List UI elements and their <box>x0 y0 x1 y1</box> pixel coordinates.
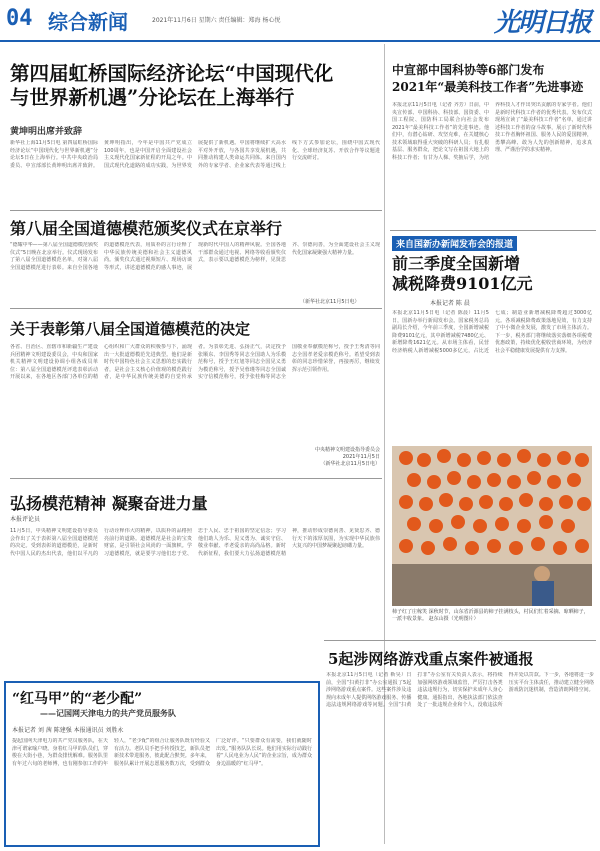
decision-issuer: 中央精神文明建设指导委员会 <box>314 447 380 453</box>
decision-headline: 关于表彰第八届全国道德模范的决定 <box>10 320 251 338</box>
section-title: 综合新闻 <box>48 10 128 34</box>
tax-headline-line1: 前三季度全国新增 <box>392 254 521 273</box>
photo-caption <box>392 609 592 623</box>
newspaper-logo: 光明日报 <box>493 8 590 38</box>
tax-headline-line2: 减税降费9101亿元 <box>392 274 533 293</box>
games-body: 本报北京11月5日电（记者 靳昊）日前，全国“扫黄打非”办公室通报了5起涉网络游戏重点案件。这些案件涉及违规向未成年人提供网络游戏服务、传播违法违规网络游戏等问题。全国“扫黄打非”办公室有关负责人表示，将持续加强网络游戏领域监管，严厉打击各类违法违规行为，切实保护未成年人身心健康。通报指出，各地执法部门依法查处了一批违规企业和个人，没收违法所得并处以罚款。下一步，各地将进一步压实平台主体责任，推动建立健全网络游戏防沉迷机制，营造清朗网络空间。 <box>326 672 594 708</box>
tax-headline <box>392 254 533 294</box>
awards-headline-line2: 2021年“最美科技工作者”先进事迹 <box>392 80 584 94</box>
red-vest-body: 提起国网天津电力的共产党员服务队，在天津可谓家喻户晓。身着红马甲的队员们，穿梭在大街小巷，为群众排忧解难。服务队里有年过六旬的老师傅，也有刚参加工作的年轻人，“老少配”的组合让服务队既有经验又有活力。老队员手把手传授技艺，新队员把新技术带进服务，彼此配合默契。多年来，服务队累计开展志愿服务数万次，受到群众广泛好评。“只要群众有需要，我们就随时出发。”服务队队长说。他们用实际行动践行着“人民电业为人民”的企业宗旨，成为群众身边温暖的“红马甲”。 <box>12 738 312 767</box>
red-vest-subtitle: ——记国网天津电力的共产党员服务队 <box>40 709 176 718</box>
red-vest-byline: 本报记者 刘 茜 陈建强 本报通讯员 刘胜永 <box>12 727 124 734</box>
lead-headline-line1: 第四届虹桥国际经济论坛“中国现代化 <box>10 62 334 85</box>
tax-byline: 本报记者 陈 晨 <box>430 300 470 307</box>
lead-headline-line2: 与世界新机遇”分论坛在上海举行 <box>10 86 295 109</box>
editorial-headline: 弘扬模范精神 凝聚奋进力量 <box>10 494 208 513</box>
games-headline: 5起涉网络游戏重点案件被通报 <box>328 650 534 668</box>
awards-body: 本报北京11月5日电（记者 齐芳）日前，中央宣传部、中国科协、科技部、国资委、中国工程院、国防科工局联合向社会发布2021年“最美科技工作者”的先进事迹。他们中，有潜心钻研、攻坚克难，在关键核心技术领域取得重大突破的科研人员；有扎根基层、服务群众，把论文写在祖国大地上的科技工作者；有甘为人梯、奖掖后学，为培养科技人才作出突出贡献的专家学者。他们是新时代科技工作者的优秀代表。发布仪式现场宣读了“最美科技工作者”名单，通过讲述科技工作者的奋斗故事，展示了新时代科技工作者胸怀祖国、服务人民的爱国精神，勇攀高峰、敢为人先的创新精神，追求真理、严谨治学的求实精神。 <box>392 102 592 161</box>
tax-body: 本报北京11月5日电（记者 陈晨）11月5日，国新办举行新闻发布会。国家税务总局副局长介绍，今年前三季度，全国新增减税降费9101亿元，其中新增减税7480亿元、新增降费1621亿元。从市场主体看，民营经济纳税人新增减税5000多亿元，占比近七成；制造业新增减税降费超过3000亿元。各项减税降费政策落地见效，有力支持了中小微企业发展，激发了市场主体活力。下一步，税务部门将继续落实落细各项税费优惠政策，持续优化税收营商环境，为经济社会平稳健康发展提供有力支撑。 <box>392 310 592 354</box>
lead-headline <box>10 62 380 110</box>
awards-headline <box>392 62 592 96</box>
page-number: 04 <box>6 6 33 31</box>
editorial-body: 11月5日，中央精神文明建设指导委员会作出了关于表彰第八届全国道德模范的决定。受到表彰的道德模范，是新时代中国人民的杰出代表，他们以平凡的行动诠释伟大的精神，以质朴的品格照亮前行的道路。道德模范是社会的宝贵财富，是引领社会风尚的一面旗帜。学习道德模范，就是要学习他们忠于党、忠于人民、忠于祖国的坚定信念；学习他们助人为乐、见义勇为、诚实守信、敬业奉献、孝老爱亲的高尚品格。新时代新征程，我们要大力弘扬道德模范精神，推动形成崇德向善、见贤思齐、德行天下的浓厚氛围，为实现中华民族伟大复兴的中国梦凝聚起磅礴力量。 <box>10 528 380 557</box>
decision-body: 各省、自治区、直辖市和新疆生产建设兵团精神文明建设委员会，中央和国家机关精神文明建设协调小组各成员单位：第八届全国道德模范评选表彰活动开展以来，在各地区各部门各单位的精心组织和广大群众的积极参与下，涌现出一大批道德模范先进典型。他们是新时代中国特色社会主义思想的忠实践行者，是社会主义核心价值观的模范践行者，是中华民族传统美德的自觉传承者。为表彰先进、弘扬正气，决定授予张顺东、李国秀等同志全国助人为乐模范称号，授予王红旭等同志全国见义勇为模范称号，授予吴蓉瑾等同志全国诚实守信模范称号，授予张桂梅等同志全国敬业奉献模范称号，授予王秀清等同志全国孝老爱亲模范称号。希望受到表彰的同志珍惜荣誉，再接再厉，继续发挥示范引领作用。 <box>10 344 380 380</box>
persimmon-photo-art <box>392 446 592 606</box>
red-vest-headline: “红马甲”的“老少配” <box>12 691 143 707</box>
decision-signature <box>290 446 380 467</box>
ethics-headline: 第八届全国道德模范颁奖仪式在京举行 <box>10 219 283 238</box>
divider <box>10 308 382 309</box>
photo-caption-text: 柿子红了庄稼笑 深秋时节，山东省沂源县的柿子挂满枝头，村民们忙着采摘、晾晒柿子，一派丰收景象。 <box>392 609 589 622</box>
editorial-author: 本报评论员 <box>10 516 41 523</box>
ethics-credit: （新华社北京11月5日电） <box>300 299 360 305</box>
decision-date: 2021年11月5日 <box>342 454 380 460</box>
divider <box>10 210 382 211</box>
ethics-body: “德耀中华——第八届全国道德模范颁奖仪式”5日晚在北京举行。仪式现场发布了第八届全国道德模范名单，对第八届全国道德模范进行表彰。来自全国各地的道德模范代表，用质朴的言行诠释了中华民族传统美德和社会主义道德风尚。颁奖仪式通过视频短片、现场访谈等形式，讲述道德模范的感人事迹，展现新时代中国人的精神风貌。全国各地干部群众通过电视、网络等收看颁奖仪式，表示要以道德模范为榜样，见贤思齐、崇德向善，为全面建设社会主义现代化国家凝聚强大精神力量。 <box>10 242 380 271</box>
lead-subtitle: 黄坤明出席并致辞 <box>10 127 83 137</box>
awards-headline-line1: 中宣部中国科协等6部门发布 <box>392 63 545 77</box>
divider <box>324 640 596 641</box>
tax-banner: 来自国新办新闻发布会的报道 <box>392 236 517 251</box>
lead-body: 新华社上海11月5日电 第四届虹桥国际经济论坛“中国现代化与世界新机遇”分论坛5日在上海举行。中共中央政治局委员、中宣部部长黄坤明出席并致辞。黄坤明指出，今年是中国共产党成立100周年，也是中国开启全面建设社会主义现代化国家新征程的开局之年。中国式现代化道路的成功实践，为世界发展提供了新机遇。中国将继续扩大高水平对外开放，与各国共享发展机遇，共同推动构建人类命运共同体。来自国内外的专家学者、企业家代表等通过线上线下方式参加论坛，围绕中国式现代化、全球经济复苏、开放合作等议题进行交流研讨。 <box>10 140 380 169</box>
dateline: 2021年11月6日 星期六 责任编辑：郑海 杨心悦 <box>152 17 281 24</box>
persimmon-photo <box>392 446 592 606</box>
divider <box>10 478 382 479</box>
photo-credit: 赵东山摄（光明图片） <box>428 616 479 622</box>
divider <box>390 230 596 231</box>
decision-credit: （新华社北京11月5日电） <box>320 461 380 467</box>
